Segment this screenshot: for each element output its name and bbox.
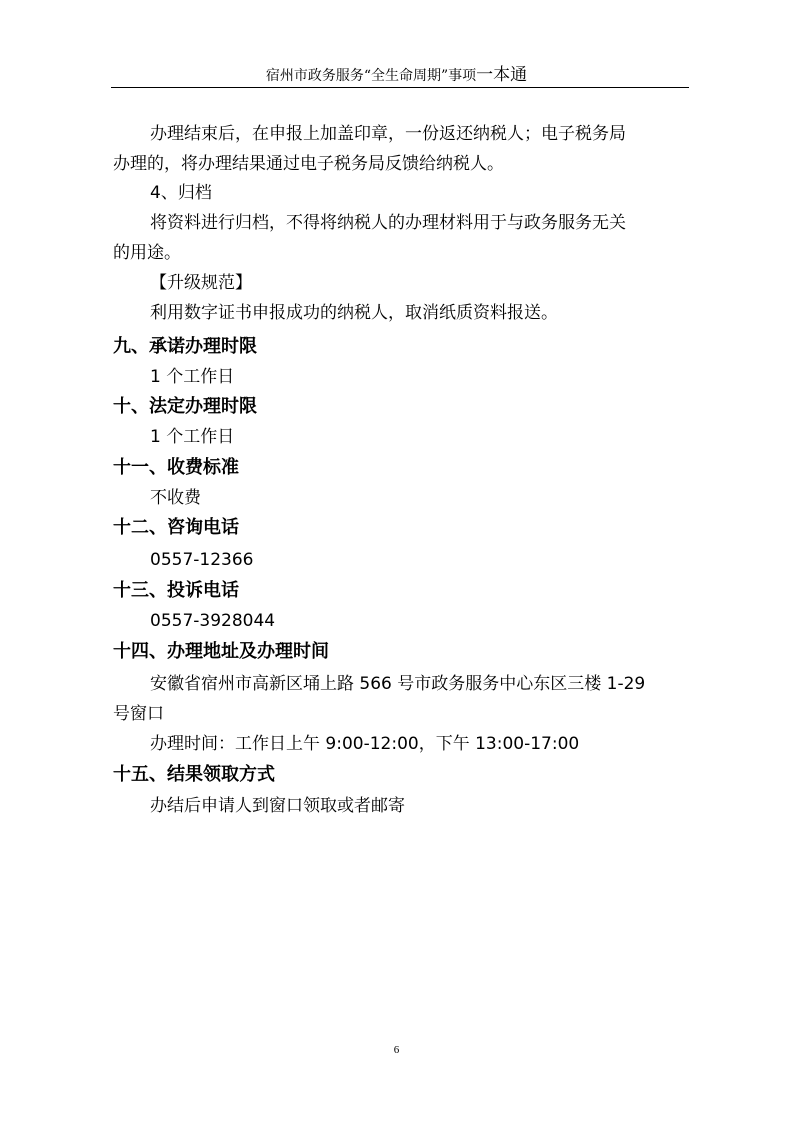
section-value: 办结后申请人到窗口领取或者邮寄 [150,796,405,816]
paragraph-line: 利用数字证书申报成功的纳税人，取消纸质资料报送。 [150,303,558,323]
complaint-phone: 0557-3928044 [150,611,276,631]
header-title-suffix: 一本通 [476,65,528,85]
header-rule [111,87,689,88]
paragraph-line: 将资料进行归档，不得将纳税人的办理材料用于与政务服务无关 [150,213,626,233]
section-title: 十五、结果领取方式 [113,764,275,785]
section-value: 1 个工作日 [150,427,235,447]
section-title: 十、法定办理时限 [113,396,257,417]
paragraph-line: 办理结束后，在申报上加盖印章，一份返还纳税人；电子税务局 [150,124,626,144]
consult-phone: 0557-12366 [150,550,254,570]
section-title: 十四、办理地址及办理时间 [113,641,329,662]
section-value: 1 个工作日 [150,367,235,387]
section-title: 十三、投诉电话 [113,580,239,601]
step-heading: 4、归档 [150,183,212,203]
paragraph-line: 办理的，将办理结果通过电子税务局反馈给纳税人。 [113,154,504,174]
section-title: 十一、收费标准 [113,457,239,478]
office-hours: 办理时间：工作日上午 9:00-12:00，下午 13:00-17:00 [150,734,580,754]
page-header [0,66,793,85]
section-title: 九、承诺办理时限 [113,336,257,357]
upgrade-label: 【升级规范】 [150,273,252,293]
address-line: 安徽省宿州市高新区埇上路 566 号市政务服务中心东区三楼 1-29 [150,674,646,694]
header-title: 宿州市政务服务“全生命周期”事项 [265,68,477,84]
section-title: 十二、咨询电话 [113,517,239,538]
paragraph-line: 的用途。 [113,243,181,263]
page-number: 6 [393,1044,400,1056]
address-line: 号窗口 [113,704,164,724]
section-value: 不收费 [150,488,201,508]
